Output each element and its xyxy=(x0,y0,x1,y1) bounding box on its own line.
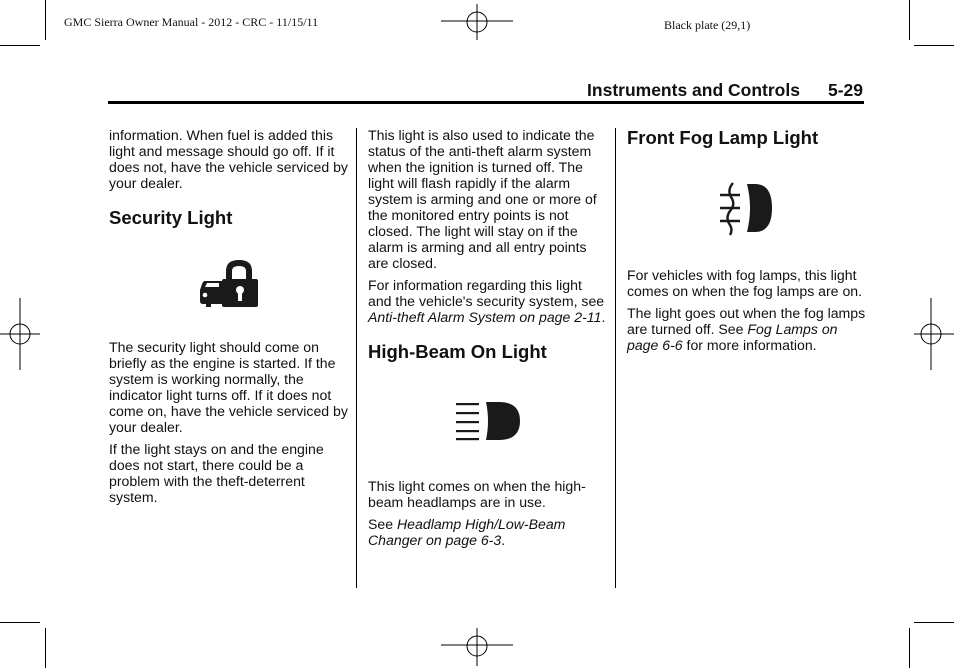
text: for more information. xyxy=(682,337,817,353)
paragraph: If the light stays on and the engine does not start, there could be a problem with the theft-deterrent system. xyxy=(109,441,324,505)
registration-mark-left xyxy=(0,298,44,370)
paragraph: For vehicles with fog lamps, this light comes on when the fog lamps are on. xyxy=(627,267,863,299)
registration-mark-bottom xyxy=(441,626,513,668)
text: The light goes out when the fog lamps are turned off. See xyxy=(627,305,866,337)
text: . xyxy=(601,309,606,325)
heading-security-light: Security Light xyxy=(109,207,233,228)
paragraph: This light comes on when the high-beam headlamps are in use. xyxy=(368,478,586,510)
paragraph: This light is also used to indicate the status of the anti-theft alarm system when the ignition is turned off. The light will flash rapidly if the alarm system is arming and one or more of the monitored entry points is not closed. The light will stay on if the alarm is arming and all entry points are closed. xyxy=(368,127,597,271)
heading-high-beam-light: High-Beam On Light xyxy=(368,341,547,362)
registration-mark-top xyxy=(441,2,513,44)
column-divider xyxy=(615,128,616,588)
section-title: Instruments and Controls xyxy=(587,80,800,100)
crop-mark xyxy=(45,628,46,668)
text: See xyxy=(368,516,397,532)
header-rule xyxy=(108,101,864,104)
paragraph: information. When fuel is added this light and message should go off. If it does not, have the vehicle serviced by your dealer. xyxy=(109,127,348,191)
crop-mark xyxy=(909,628,910,668)
plate-info-right: Black plate (29,1) xyxy=(664,18,751,32)
high-beam-icon xyxy=(453,400,523,442)
column-1 xyxy=(109,127,349,511)
page-number: 5-29 xyxy=(827,80,863,100)
crop-mark xyxy=(0,622,40,623)
high-beam-icon-box xyxy=(368,363,608,478)
plate-info-left: GMC Sierra Owner Manual - 2012 - CRC - 11/15/11 xyxy=(64,15,319,29)
crop-mark xyxy=(914,622,954,623)
crop-mark xyxy=(45,0,46,40)
cross-reference-link[interactable]: Headlamp High/Low-Beam Changer on page 6-3 xyxy=(368,516,566,548)
security-lock-car-icon xyxy=(197,257,261,311)
heading-front-fog-lamp-light: Front Fog Lamp Light xyxy=(627,127,819,148)
text: For information regarding this light and the vehicle's security system, see xyxy=(368,277,605,309)
fog-lamp-icon-box xyxy=(627,149,867,267)
column-2 xyxy=(368,127,608,554)
text: . xyxy=(501,532,506,548)
registration-mark-right xyxy=(910,298,954,370)
column-divider xyxy=(356,128,357,588)
cross-reference-link[interactable]: Anti-theft Alarm System on page 2-11 xyxy=(368,309,602,325)
front-fog-lamp-icon xyxy=(717,180,777,236)
paragraph xyxy=(368,516,608,548)
cross-reference-link[interactable]: Fog Lamps on page 6-6 xyxy=(627,321,838,353)
crop-mark xyxy=(914,45,954,46)
security-light-icon-box xyxy=(109,229,349,339)
paragraph xyxy=(627,305,867,353)
crop-mark xyxy=(0,45,40,46)
paragraph: The security light should come on briefly as the engine is started. If the system is working normally, the indicator light turns off. If it does not come on, have the vehicle serviced by your dealer. xyxy=(109,339,348,435)
crop-mark xyxy=(909,0,910,40)
running-header xyxy=(587,80,863,101)
paragraph xyxy=(368,277,608,325)
column-3 xyxy=(627,127,867,359)
